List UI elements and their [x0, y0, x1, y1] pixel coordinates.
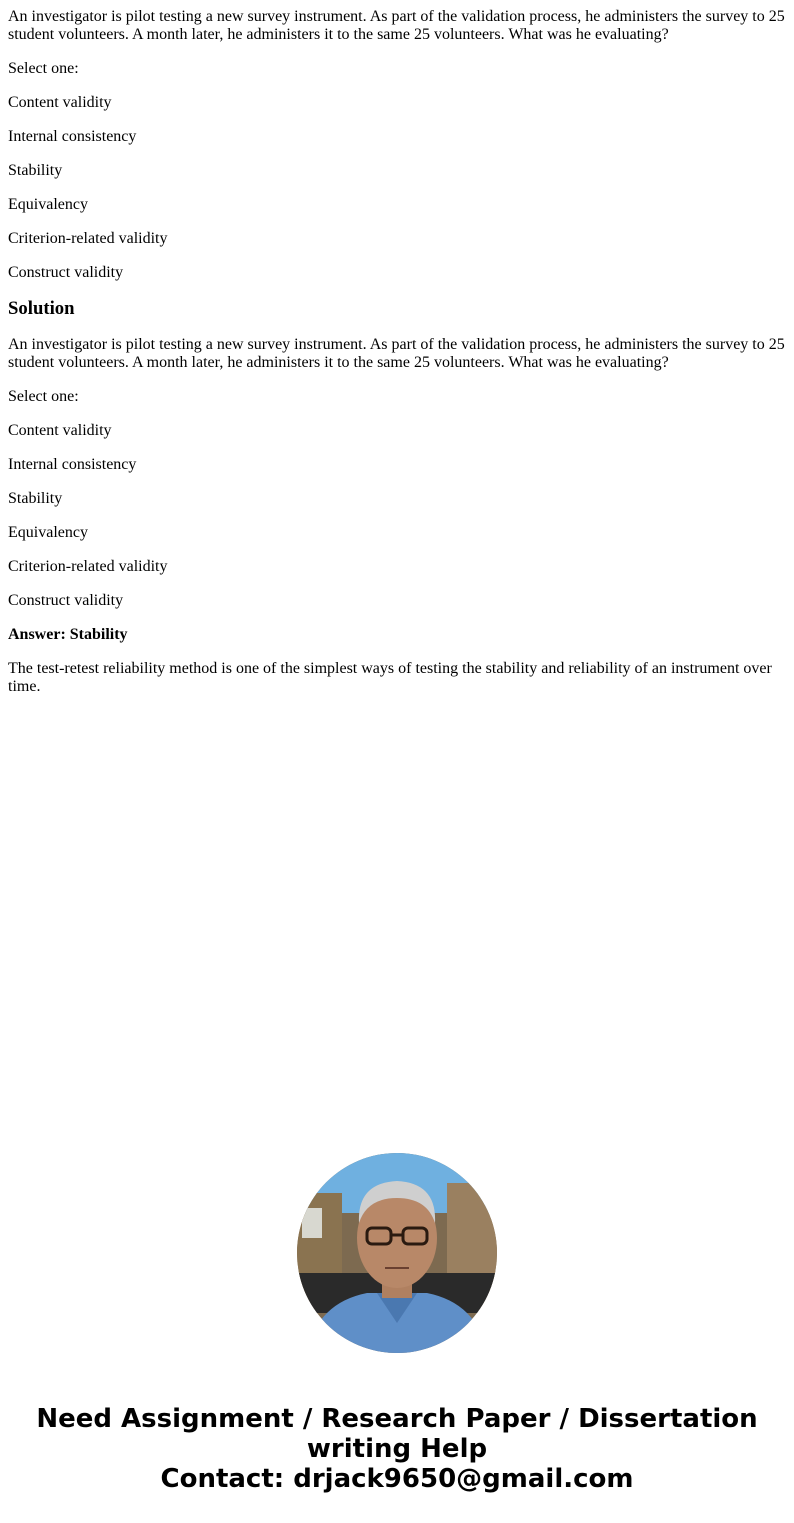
footer-contact-line: Contact: drjack9650@gmail.com	[160, 1464, 634, 1494]
question-option: Criterion-related validity	[8, 230, 168, 247]
question-option: Content validity	[8, 94, 112, 111]
question-option: Internal consistency	[8, 128, 137, 145]
question-option: Stability	[8, 162, 63, 179]
solution-option: Internal consistency	[8, 456, 137, 473]
avatar	[297, 1153, 497, 1353]
question-option: Equivalency	[8, 196, 88, 213]
document-body	[8, 8, 788, 712]
solution-option: Criterion-related validity	[8, 558, 168, 575]
solution-option: Construct validity	[8, 592, 124, 609]
question-prompt: Select one:	[8, 60, 79, 77]
footer-line: Need Assignment / Research Paper / Dissertation	[36, 1404, 758, 1434]
solution-prompt: Select one:	[8, 388, 79, 405]
solution-option: Stability	[8, 490, 63, 507]
question-text: An investigator is pilot testing a new survey instrument. As part of the validation process, he administers the survey to 25 student volunteers. A month later, he administers it to the same 25 volunteers. What was he evaluating?	[8, 8, 785, 43]
avatar-photo	[297, 1153, 497, 1353]
solution-text: An investigator is pilot testing a new survey instrument. As part of the validation process, he administers the survey to 25 student volunteers. A month later, he administers it to the same 25 volunteers. What was he evaluating?	[8, 336, 785, 371]
solution-option: Equivalency	[8, 524, 88, 541]
question-option: Construct validity	[8, 264, 124, 281]
footer-line: writing Help	[306, 1434, 488, 1464]
footer-contact	[0, 1404, 794, 1494]
solution-answer: Answer: Stability	[8, 626, 128, 643]
solution-option: Content validity	[8, 422, 112, 439]
solution-heading: Solution	[8, 298, 75, 319]
solution-explanation: The test-retest reliability method is one of the simplest ways of testing the stability and reliability of an instrument over time.	[8, 660, 772, 695]
